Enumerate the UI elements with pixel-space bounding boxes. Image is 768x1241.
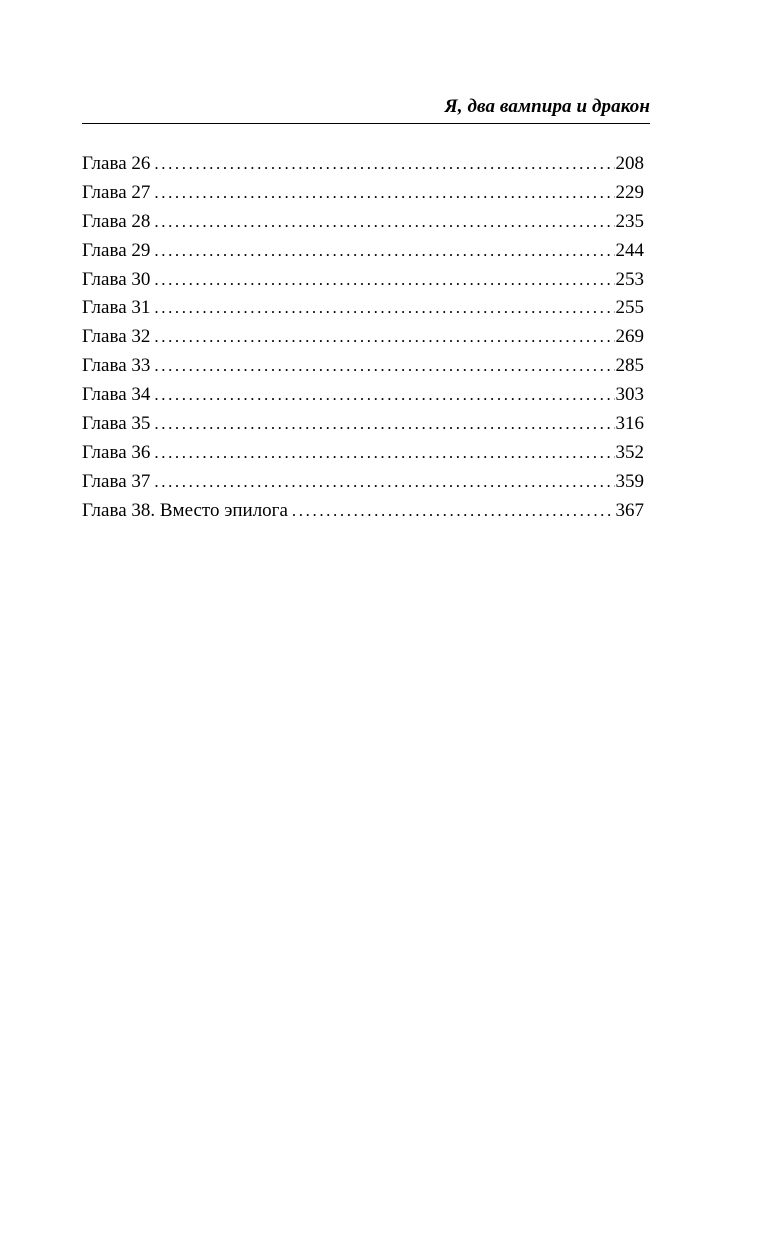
dot-leader	[154, 179, 614, 208]
toc-entry-page: 253	[615, 268, 644, 290]
toc-entry-title: Глава 30	[82, 268, 151, 290]
dot-leader	[154, 237, 614, 266]
toc-entry-title: Глава 36	[82, 441, 151, 463]
toc-entry-title: Глава 38. Вместо эпилога	[82, 499, 288, 521]
toc-entry-page: 244	[615, 239, 644, 261]
header-rule	[82, 123, 650, 124]
toc-entry-title: Глава 28	[82, 210, 151, 232]
toc-entry[interactable]	[82, 468, 644, 497]
toc-entry-title: Глава 31	[82, 297, 151, 319]
toc-entry[interactable]	[82, 410, 644, 439]
toc-entry[interactable]	[82, 352, 644, 381]
toc-entry[interactable]	[82, 208, 644, 237]
toc-entry[interactable]	[82, 381, 644, 410]
toc-entry[interactable]	[82, 439, 644, 468]
toc-entry-page: 285	[615, 355, 644, 377]
toc-entry-title: Глава 26	[82, 153, 151, 174]
toc-entry[interactable]	[82, 266, 644, 295]
toc-entry[interactable]	[82, 323, 644, 352]
toc-entry-title: Глава 33	[82, 355, 151, 377]
toc-entry-title: Глава 32	[82, 326, 151, 348]
dot-leader	[154, 468, 614, 497]
toc-entry-title: Глава 34	[82, 384, 151, 406]
toc-entry-page: 316	[615, 413, 644, 435]
dot-leader	[154, 208, 614, 237]
toc-entry[interactable]	[82, 497, 644, 526]
toc-entry-title: Глава 35	[82, 413, 151, 435]
toc-entry-page: 359	[615, 470, 644, 492]
toc-entry-title: Глава 29	[82, 239, 151, 261]
dot-leader	[154, 266, 614, 295]
dot-leader	[154, 439, 614, 468]
dot-leader	[154, 294, 614, 323]
toc-entry-page: 367	[615, 499, 644, 521]
running-head: Я, два вампира и дракон	[444, 96, 650, 117]
toc-entry-page: 255	[615, 297, 644, 319]
toc-entry-title: Глава 27	[82, 181, 151, 203]
toc-entry[interactable]	[82, 237, 644, 266]
dot-leader	[154, 381, 614, 410]
dot-leader	[154, 352, 614, 381]
dot-leader	[292, 497, 615, 526]
toc-entry-title: Глава 37	[82, 470, 151, 492]
dot-leader	[154, 323, 614, 352]
toc-entry-page: 269	[615, 326, 644, 348]
toc-entry-page: 303	[615, 384, 644, 406]
toc-entry-page: 229	[615, 181, 644, 203]
toc-entry-page: 352	[615, 441, 644, 463]
toc-entry-page: 208	[615, 153, 644, 174]
table-of-contents	[82, 150, 644, 526]
toc-entry[interactable]	[82, 294, 644, 323]
toc-entry[interactable]	[82, 150, 644, 179]
toc-entry[interactable]	[82, 179, 644, 208]
dot-leader	[154, 410, 614, 439]
toc-entry-page: 235	[615, 210, 644, 232]
dot-leader	[154, 150, 614, 179]
